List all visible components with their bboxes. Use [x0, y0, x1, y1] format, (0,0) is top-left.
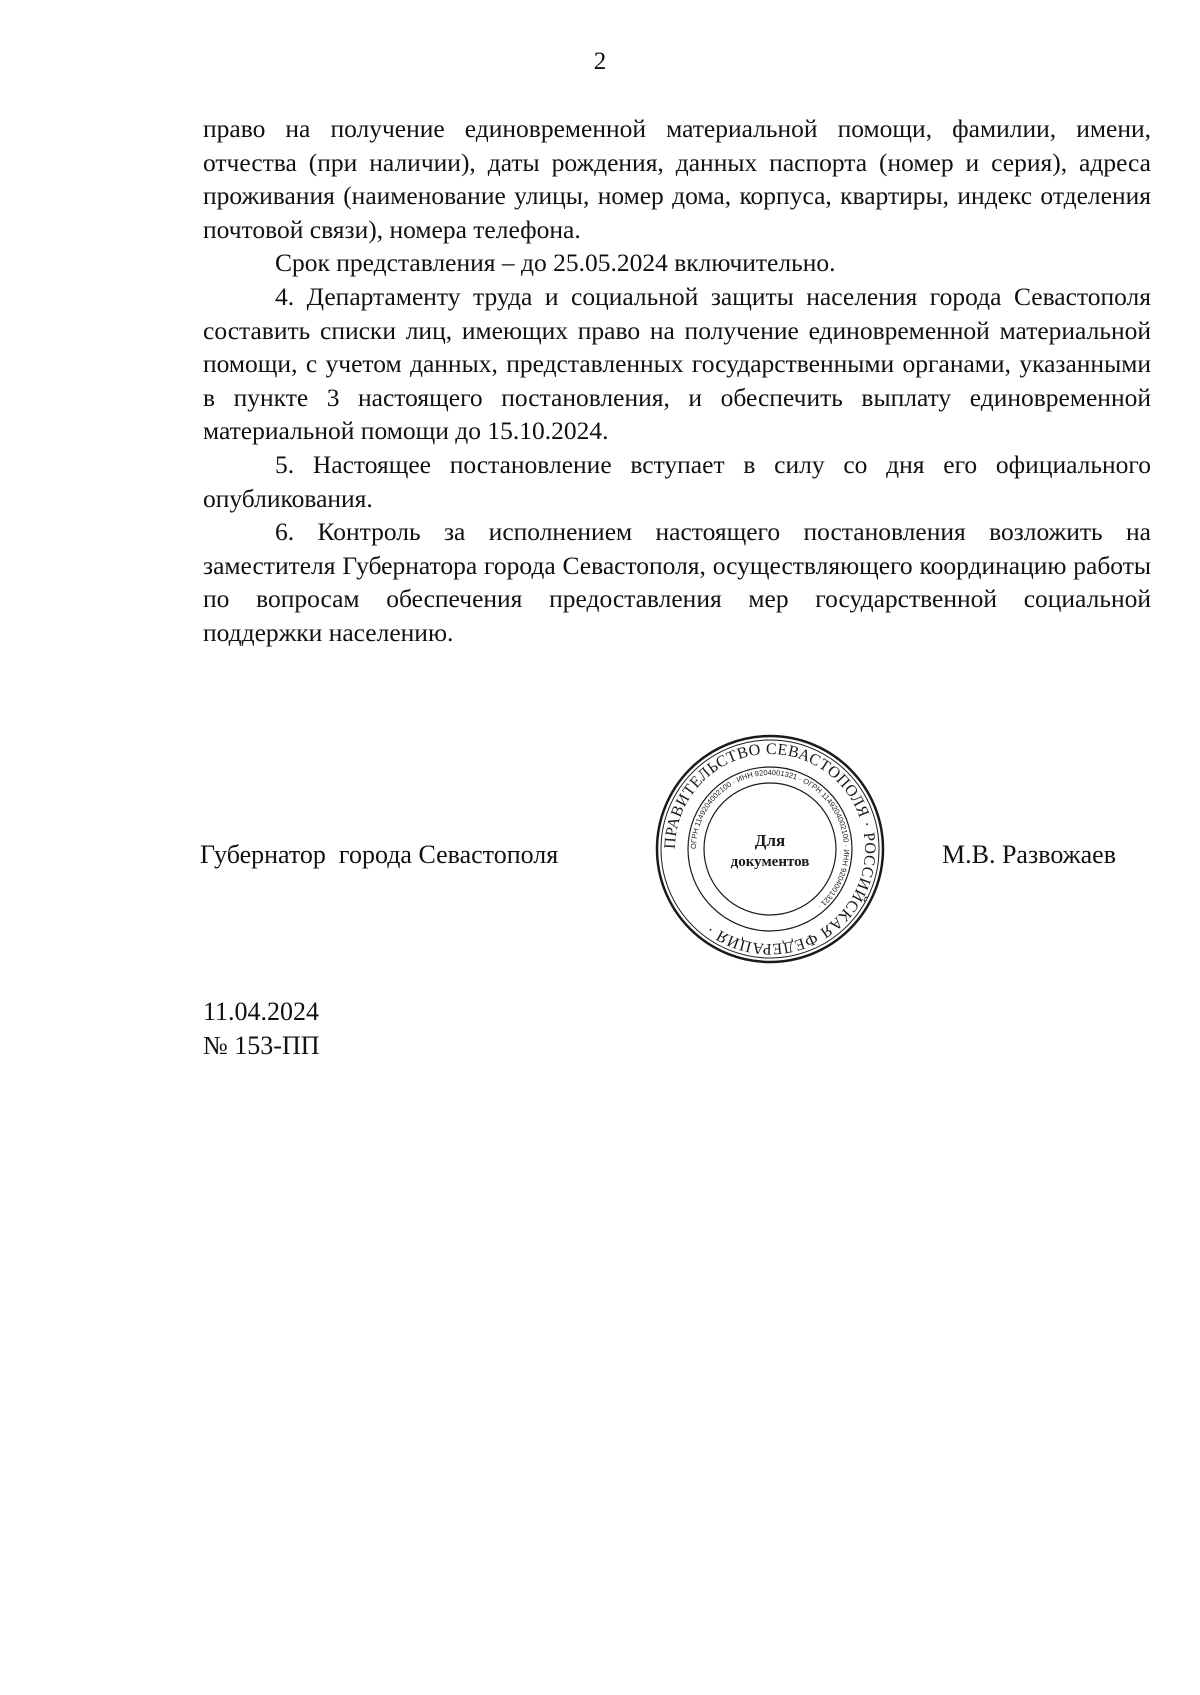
paragraph-item-6: 6. Контроль за исполнением настоящего постановления возложить на заместителя Губернатора города Севастополя, осуществляющего координацию работы по вопросам обеспечения предоставления мер государственной социальной поддержки населению. [203, 517, 1151, 647]
paragraph-item-4: 4. Департаменту труда и социальной защиты населения города Севастополя составить списки лиц, имеющих право на получение единовременной материальной помощи, с учетом данных, представленных государственными органами, указанными в пункте 3 настоящего постановления, и обеспечить выплату единовременной материальной помощи до 15.10.2024. [203, 281, 1151, 446]
paragraph-item-5: 5. Настоящее постановление вступает в силу со дня его официального опубликования. [203, 449, 1151, 513]
paragraph-deadline: Срок представления – до 25.05.2024 включительно. [275, 248, 836, 278]
document-registration [203, 995, 320, 1063]
paragraph-recipient-data: право на получение единовременной материальной помощи, фамилии, имени, отчества (при наличии), даты рождения, данных паспорта (номер и серия), адреса проживания (наименование улицы, номер дома, корпуса, квартиры, индекс отделения почтовой связи), номера телефона. [203, 114, 1151, 244]
seal-graphic [655, 734, 885, 964]
signature-position: Губернатор города Севастополя [200, 840, 559, 869]
page-number: 2 [593, 48, 607, 75]
signatory-name: М.В. Развожаев [942, 840, 1117, 869]
seal-center-line-2: документов [730, 854, 810, 870]
document-number: № 153-ПП [203, 1031, 320, 1060]
seal-center-line-1: Для [754, 831, 786, 850]
document-date: 11.04.2024 [203, 997, 320, 1026]
official-seal [655, 734, 885, 964]
document-body [203, 112, 1151, 650]
seal-inner-text: ОГРН 1149204002100 · ИНН 9204001321 · ОГРН 1149204002100 · ИНН 9204001321 · [688, 767, 852, 912]
seal-outer-text: ПРАВИТЕЛЬСТВО СЕВАСТОПОЛЯ · РОССИЙСКАЯ ФЕДЕРАЦИЯ · [661, 740, 879, 958]
